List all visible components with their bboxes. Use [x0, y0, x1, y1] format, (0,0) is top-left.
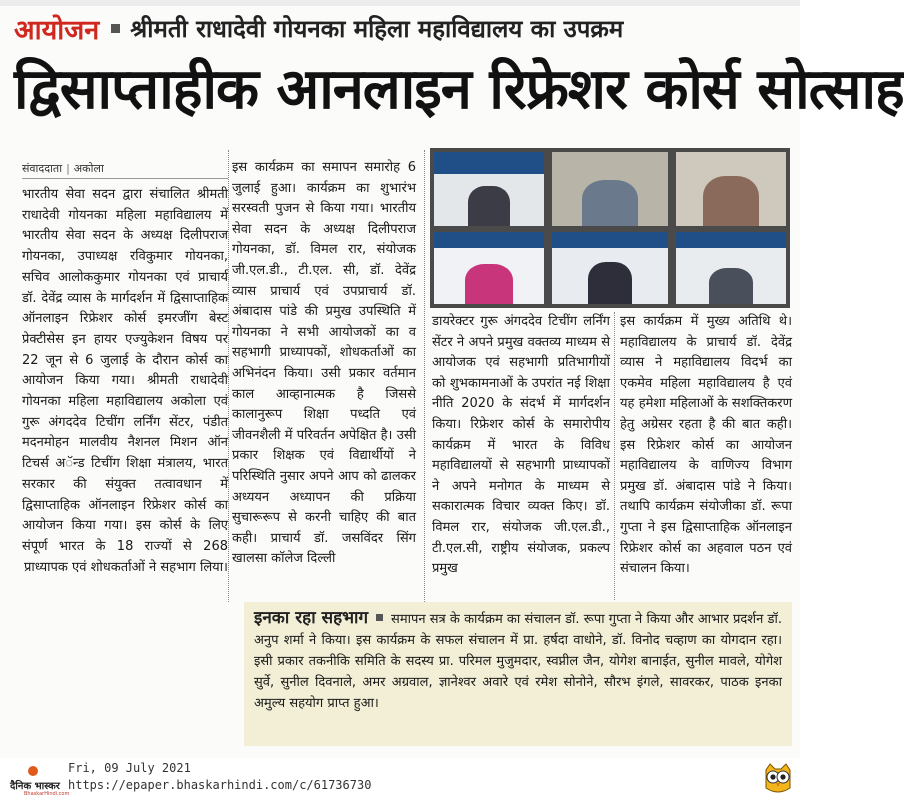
article-column-4: इस कार्यक्रम में मुख्य अतिथि थे। महाविद्यालय के प्राचार्य डॉ. देवेंद्र व्यास ने महाविद्यालय विदर्भ का एकमेव महिला महाविद्यालय है एवं यह हमेशा महिलाओं के सशक्तिकरण हेतु अग्रेसर रहता है की बात कही। इस रिफ्रेशर कोर्स का आयोजन महाविद्यालय के वाणिज्य विभाग प्रमुख डॉ. अंबादास पांडे ने किया। तथापि कार्यक्रम संयोजीका डॉ. रूपा गुप्ता ने इस द्विसाप्ताहिक ऑनलाइन रिफ्रेशर कोर्स का अहवाल पठन एवं संचालन किया।	[620, 314, 792, 577]
publish-date: Fri, 09 July 2021	[68, 761, 191, 775]
participant-figure	[465, 264, 513, 304]
column-divider	[228, 150, 229, 602]
publisher-site: BhaskarHindi.com	[24, 791, 70, 797]
column-1-text: भारतीय सेवा सदन द्वारा संचालित श्रीमती राधादेवी गोयनका महिला महाविद्यालय में भारतीय सेवा सदन के अध्यक्ष दिलीपराज गोयनका, उपाध्यक्ष रविकुमार गोयनका, सचिव आलोककुमार गोयनका एवं प्राचार्य डॉ. देवेंद्र व्यास के मार्गदर्शन में द्विसाप्ताहिक ऑनलाइन रिफ्रेशर कोर्स इमरजींग बेस्ट प्रेक्टीसेस इन हायर एज्युकेशन विषय पर 22 जून से 6 जुलाई के दौरान कोर्स का आयोजन किया गया। श्रीमती राधादेवी गोयनका महिला महाविद्यालय अकोला एवं गुरू अंगददेव टिचींग लर्निंग सेंटर, पंडीत मदनमोहन मालवीय नैशनल मिशन ऑन टिचर्स अॅन्ड टिचींग शिक्षा मंत्रालय, भारत सरकार की संयुक्त तत्वावधान में द्विसाप्ताहिक ऑनलाइन रिफ्रेशर कोर्स का आयोजन किया गया। इस कोर्स के लिए संपूर्ण भारत के 18 राज्यों से 268 प्राध्यापक एवं शोधकर्ताओं ने सहभाग लिया।	[22, 187, 228, 575]
article-column-2: इस कार्यक्रम का समापन समारोह 6 जुलाई हुआ। कार्यक्रम का शुभारंभ सरस्वती पुजन से किया गया। भारतीय सेवा सदन के अध्यक्ष दिलीपराज गोयनका, डॉ. विमल रार, संयोजक जी.एल.डी., टी.एल. सी, डॉ. देवेंद्र व्यास प्राचार्य एवं उपप्राचार्य डॉ. अंबादास पांडे की प्रमुख उपस्थिति में गोयनका ने सभी आयोजकों का व सहभागी प्राध्यापकों, शोधकर्ताओं का अभिनंदन किया। उसी प्रकार वर्तमान काल आव्हानात्मक है जिससे कालानुरूप शिक्षा पध्दति एवं जीवनशैली में परिवर्तन अपेक्षित है। उसी प्रकार शिक्षक एवं विद्यार्थीयों ने परिस्थिति नुसार अपने आप को ढालकर अध्ययन अध्यापन की प्रक्रिया सुचारूरूप से करनी चाहिए की बात कही। प्राचार्य डॉ. जसविंदर सिंग खालसा कॉलेज दिल्ली	[232, 160, 416, 567]
participant-figure	[709, 268, 753, 304]
byline-reporter: संवाददाता	[22, 161, 63, 175]
participation-box	[244, 602, 792, 746]
participant-figure	[703, 176, 759, 226]
participant-tile	[552, 232, 668, 304]
participant-figure	[468, 186, 510, 226]
college-banner	[676, 232, 786, 248]
column-divider	[424, 150, 425, 602]
college-banner	[434, 152, 544, 174]
article-column-3: डायरेक्टर गुरू अंगददेव टिचींग लर्निंग सेंटर ने अपने प्रमुख वक्तव्य माध्यम से आयोजक एवं सहभागी प्रतिभागीयों को शुभकामनाओं के उपरांत नई शिक्षा नीति 2020 के संदर्भ में मार्गदर्शन किया। रिफ्रेशर कोर्स के समारोपीय कार्यक्रम में भारत के विविध महाविद्यालयों से सहभागी प्राध्यापकों ने अपने मनोगत के माध्यम से सकारात्मक विचार व्यक्त किए। डॉ. विमल रार, संयोजक जी.एल.डी., टी.एल.सी, राष्ट्रीय संयोजक, प्रकल्प प्रमुख	[432, 314, 610, 577]
participant-tile	[434, 232, 544, 304]
participation-box-content	[244, 602, 792, 714]
byline-city: अकोला	[73, 161, 104, 175]
headline: द्विसाप्ताहीक आनलाइन रिफ्रेशर कोर्स सोत्साह	[14, 57, 904, 122]
participant-figure	[582, 180, 638, 226]
square-bullet-icon	[376, 614, 383, 621]
sun-icon	[28, 766, 38, 776]
kicker-label: आयोजन	[14, 14, 100, 46]
publisher-logo	[10, 766, 74, 796]
top-strip	[0, 0, 800, 6]
article-column-1	[22, 158, 228, 740]
participant-tile	[676, 232, 786, 304]
footer-meta	[68, 760, 371, 794]
byline-separator: |	[66, 161, 70, 175]
video-conference-photo	[430, 148, 790, 308]
participant-tile	[434, 152, 544, 226]
owl-icon	[762, 762, 794, 796]
participant-tile	[552, 152, 668, 226]
participant-tile	[676, 152, 786, 226]
footer	[0, 758, 800, 800]
box-text: समापन सत्र के कार्यक्रम का संचालन डॉ. रूपा गुप्ता ने किया और आभार प्रदर्शन डॉ. अनुप शर्मा ने किया। इस कार्यक्रम के सफल संचालन में प्रा. हर्षदा वाधोने, डॉ. विनोद चव्हाण का योगदान रहा। इसी प्रकार तकनीकि समिति के सदस्य प्रा. परिमल मुजुमदार, स्वप्नील जैन, योगेश बानाईत, सुनील मावले, योगेश सुर्वे, सुनील दिवनाले, अमर अग्रवाल, ज्ञानेश्वर अवारे एवं रमेश सोनोने, सौरभ इंगले, सावरकर, पाठक इनका अमुल्य सहयोग प्राप्त हुआ।	[254, 612, 783, 711]
kicker-subtitle: श्रीमती राधादेवी गोयनका महिला महाविद्यालय का उपक्रम	[130, 14, 624, 43]
column-divider	[614, 312, 615, 600]
publisher-name: दैनिक भास्कर	[10, 781, 60, 792]
participant-figure	[588, 262, 632, 304]
byline	[22, 158, 228, 179]
college-banner	[552, 232, 668, 248]
college-banner	[434, 232, 544, 248]
kicker-line	[14, 10, 623, 46]
epaper-url[interactable]: https://epaper.bhaskarhindi.com/c/61736730	[68, 778, 372, 792]
square-bullet-icon	[111, 24, 120, 33]
box-heading: इनका रहा सहभाग	[254, 608, 369, 628]
